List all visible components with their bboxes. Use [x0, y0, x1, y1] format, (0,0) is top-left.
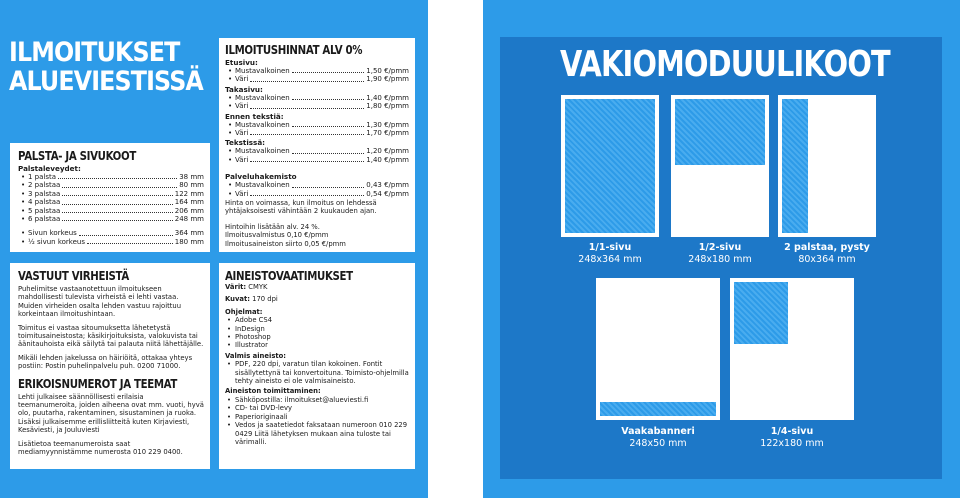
vastuut-paragraph: Puhelimitse vastaanotettuun ilmoitukseen mahdollisesti tulevista virheistä ei lehti vastaa. Muiden virheiden osalta lehden vastuu rajoittuu korkeintaan ilmoitushintaan. [18, 285, 182, 319]
aineisto-panel [219, 263, 415, 469]
leader-dots [250, 195, 364, 196]
bullet: • [228, 181, 233, 190]
row-value: 80 mm [179, 181, 204, 190]
price-row [225, 75, 409, 83]
row-label: Väri [235, 102, 249, 111]
delivery-item: • Paperioriginaali [225, 413, 409, 421]
module-name: 1/4-sivu [770, 426, 814, 437]
row-value: 1,40 €/pmm [366, 93, 409, 102]
leader-dots [250, 81, 364, 82]
footer-line: Ilmoitusvalmistus 0,10 €/pmm [225, 231, 329, 240]
ohjelmat-label: Ohjelmat: [225, 307, 263, 316]
row-value: 1,20 €/pmm [366, 147, 409, 156]
price-row [225, 94, 409, 102]
price-row [225, 156, 409, 164]
price-row [225, 147, 409, 155]
module-quarter-page-fill [734, 282, 788, 344]
toim-label: Aineiston toimittaminen: [225, 387, 321, 396]
aineisto-title: AINEISTOVAATIMUKSET [225, 269, 353, 283]
row-label: Mustavalkoinen [235, 120, 290, 129]
row-label: Väri [235, 129, 249, 138]
row-value: 248 mm [174, 215, 204, 224]
leader-dots [292, 99, 365, 100]
row-value: 206 mm [174, 206, 204, 215]
module-banner [596, 278, 720, 420]
module-label [596, 426, 720, 450]
palsta-panel [10, 143, 210, 252]
leader-dots [250, 108, 364, 109]
module-banner-fill [600, 402, 716, 416]
module-size: 248x50 mm [629, 438, 687, 449]
module-name: 1/1-sivu [588, 242, 632, 253]
module-full-page-fill [565, 99, 655, 233]
bullet: • [228, 93, 233, 102]
row-label: 6 palstaa [28, 215, 61, 224]
module-name: 2 palstaa, pysty [784, 242, 870, 253]
bullet: • [228, 67, 233, 75]
software-item: • Adobe CS4 [225, 316, 409, 324]
module-size: 122x180 mm [760, 438, 824, 449]
leader-dots [62, 195, 172, 196]
price-row [18, 207, 204, 215]
module-size: 248x364 mm [578, 254, 642, 265]
price-group-title: Etusivu: [225, 58, 258, 67]
kuvat-value: 170 dpi [249, 295, 278, 304]
vastuut-paragraph: Toimitus ei vastaa sitoumuksetta lähetetystä toimitusaineistosta; käsikirjoituksista, valokuvista tai äänitauhoista eikä säilytä tai palauta niitä lähettäjälle. [18, 323, 204, 349]
row-value: 0,54 €/pmm [366, 189, 409, 198]
row-value: 1,40 €/pmm [366, 155, 409, 164]
price-row [18, 190, 204, 198]
title-line-1: ILMOITUKSET [9, 37, 180, 68]
vakio-title: VAKIOMODUULIKOOT [560, 44, 890, 85]
varit-line [225, 283, 409, 291]
software-item: • InDesign [225, 325, 409, 333]
price-row [225, 121, 409, 129]
bullet: • [228, 75, 233, 84]
bullet: • [228, 120, 233, 129]
kuvat-line [225, 295, 409, 303]
module-label [730, 426, 854, 450]
price-row [225, 102, 409, 110]
bullet: • [228, 155, 233, 164]
row-label: 4 palstaa [28, 198, 61, 207]
row-label: Sivun korkeus [28, 229, 77, 238]
bullet: • [21, 237, 26, 246]
bullet: • [228, 147, 233, 156]
row-value: 1,90 €/pmm [366, 75, 409, 84]
footer-line: Ilmoitusaineiston siirto 0,05 €/pmm [225, 239, 346, 248]
bullet: • [228, 102, 233, 111]
palsta-title: PALSTA- JA SIVUKOOT [18, 149, 136, 163]
leader-dots [292, 187, 365, 188]
valmis-item: • PDF, 220 dpi, varatun tilan kokoinen. Fontit sisällytettynä tai konvertoituna. Toimisto-ohjelmilla tehty aineisto ei ole valmisaineisto. [225, 360, 409, 385]
price-row [18, 215, 204, 223]
module-label [772, 242, 882, 266]
leader-dots [292, 126, 365, 127]
price-row [225, 190, 409, 198]
bullet: • [21, 189, 26, 198]
row-label: 1 palsta [28, 173, 57, 181]
price-row [18, 238, 204, 246]
module-label [671, 242, 769, 266]
delivery-item: • CD- tai DVD-levy [225, 404, 409, 412]
varit-label: Värit: [225, 283, 247, 291]
price-row [18, 198, 204, 206]
bullet: • [21, 173, 26, 181]
erikois-paragraph: Lehti julkaisee säännöllisesti erilaisia teemanumeroita, joiden aiheena ovat mm. vuoti, hyvä olo, puutarha, rakentaminen, sisustaminen ja ruoka. Lisäksi julkaisemme erillisliitteitä kuten Kirjaviesti, Kesäviesti, ja Jouluviesti [18, 392, 204, 435]
vastuut-title: VASTUUT VIRHEISTÄ [18, 269, 129, 283]
row-label: Mustavalkoinen [235, 93, 290, 102]
module-half-page-fill [675, 99, 765, 165]
row-value: 1,70 €/pmm [366, 129, 409, 138]
leader-dots [58, 178, 177, 179]
row-label: Väri [235, 75, 249, 84]
bullet: • [21, 215, 26, 224]
price-row [18, 173, 204, 181]
bullet: • [21, 181, 26, 190]
row-label: ½ sivun korkeus [28, 237, 86, 246]
leader-dots [62, 212, 172, 213]
row-label: Mustavalkoinen [235, 67, 290, 75]
bullet: • [228, 129, 233, 138]
price-group-title: Takasivu: [225, 84, 263, 94]
palvelu-note: Hinta on voimassa, kun ilmoitus on lehdessä yhtäjaksoisesti vähintään 2 kuukauden ajan. [225, 199, 377, 216]
leader-dots [250, 161, 364, 162]
module-size: 248x180 mm [688, 254, 752, 265]
hinnat-title: ILMOITUSHINNAT ALV 0% [225, 43, 363, 57]
erikois-title: ERIKOISNUMEROT JA TEEMAT [18, 376, 178, 391]
leader-dots [62, 187, 177, 188]
bullet: • [21, 229, 26, 238]
row-value: 1,30 €/pmm [366, 120, 409, 129]
price-row [18, 229, 204, 237]
row-value: 1,50 €/pmm [366, 67, 409, 75]
software-item: • Photoshop [225, 333, 409, 341]
leader-dots [250, 134, 364, 135]
palsta-subtitle: Palstaleveydet: [18, 164, 81, 173]
bullet: • [228, 189, 233, 198]
delivery-item: • Sähköpostilla: ilmoitukset@alueviesti.fi [225, 396, 409, 404]
vastuut-panel [10, 263, 210, 469]
erikois-paragraph: Lisätietoa teemanumeroista saat mediamyynnistämme numerosta 010 229 0400. [18, 439, 183, 457]
leader-dots [292, 72, 365, 73]
row-label: Väri [235, 189, 249, 198]
row-label: 3 palstaa [28, 189, 61, 198]
leader-dots [79, 235, 173, 236]
module-size: 80x364 mm [798, 254, 856, 265]
palvelu-title: Palveluhakemisto [225, 172, 297, 182]
leader-dots [62, 204, 172, 205]
module-two-columns-fill [782, 99, 808, 233]
row-value: 180 mm [174, 237, 204, 246]
row-value: 0,43 €/pmm [366, 181, 409, 190]
leader-dots [87, 243, 173, 244]
price-row [225, 129, 409, 137]
footer-line: Hintoihin lisätään alv. 24 %. [225, 222, 320, 231]
row-value: 164 mm [174, 198, 204, 207]
row-label: Mustavalkoinen [235, 181, 290, 190]
leader-dots [292, 153, 365, 154]
valmis-label: Valmis aineisto: [225, 351, 287, 360]
leader-dots [62, 220, 172, 221]
row-value: 364 mm [174, 229, 204, 238]
row-label: 2 palstaa [28, 181, 61, 190]
varit-value: CMYK [246, 283, 268, 291]
price-group-title: Tekstissä: [225, 138, 266, 148]
price-row [225, 67, 409, 75]
price-group-title: Ennen tekstiä: [225, 111, 284, 121]
row-value: 1,80 €/pmm [366, 102, 409, 111]
row-label: 5 palstaa [28, 206, 61, 215]
software-item: • Illustrator [225, 341, 409, 349]
price-row [18, 181, 204, 189]
module-name: Vaakabanneri [621, 426, 695, 437]
price-row [225, 181, 409, 189]
page-title [9, 38, 203, 96]
title-line-2: ALUEVIESTISSÄ [9, 66, 203, 97]
bullet: • [21, 198, 26, 207]
row-label: Mustavalkoinen [235, 147, 290, 156]
row-value: 38 mm [179, 173, 204, 181]
module-label [561, 242, 659, 266]
hinnat-panel [219, 38, 415, 252]
module-name: 1/2-sivu [698, 242, 742, 253]
vastuut-paragraph: Mikäli lehden jakelussa on häiriöitä, ottakaa yhteys postiin: Postin puhelinpalvelu puh. 0200 71000. [18, 353, 193, 371]
row-value: 122 mm [174, 189, 204, 198]
row-label: Väri [235, 155, 249, 164]
delivery-item: • Vedos ja saatetiedot faksataan numeroon 010 229 0429 Liitä lähetyksen mukaan aina tuloste tai värimalli. [225, 421, 409, 446]
bullet: • [21, 206, 26, 215]
kuvat-label: Kuvat: [225, 295, 250, 304]
